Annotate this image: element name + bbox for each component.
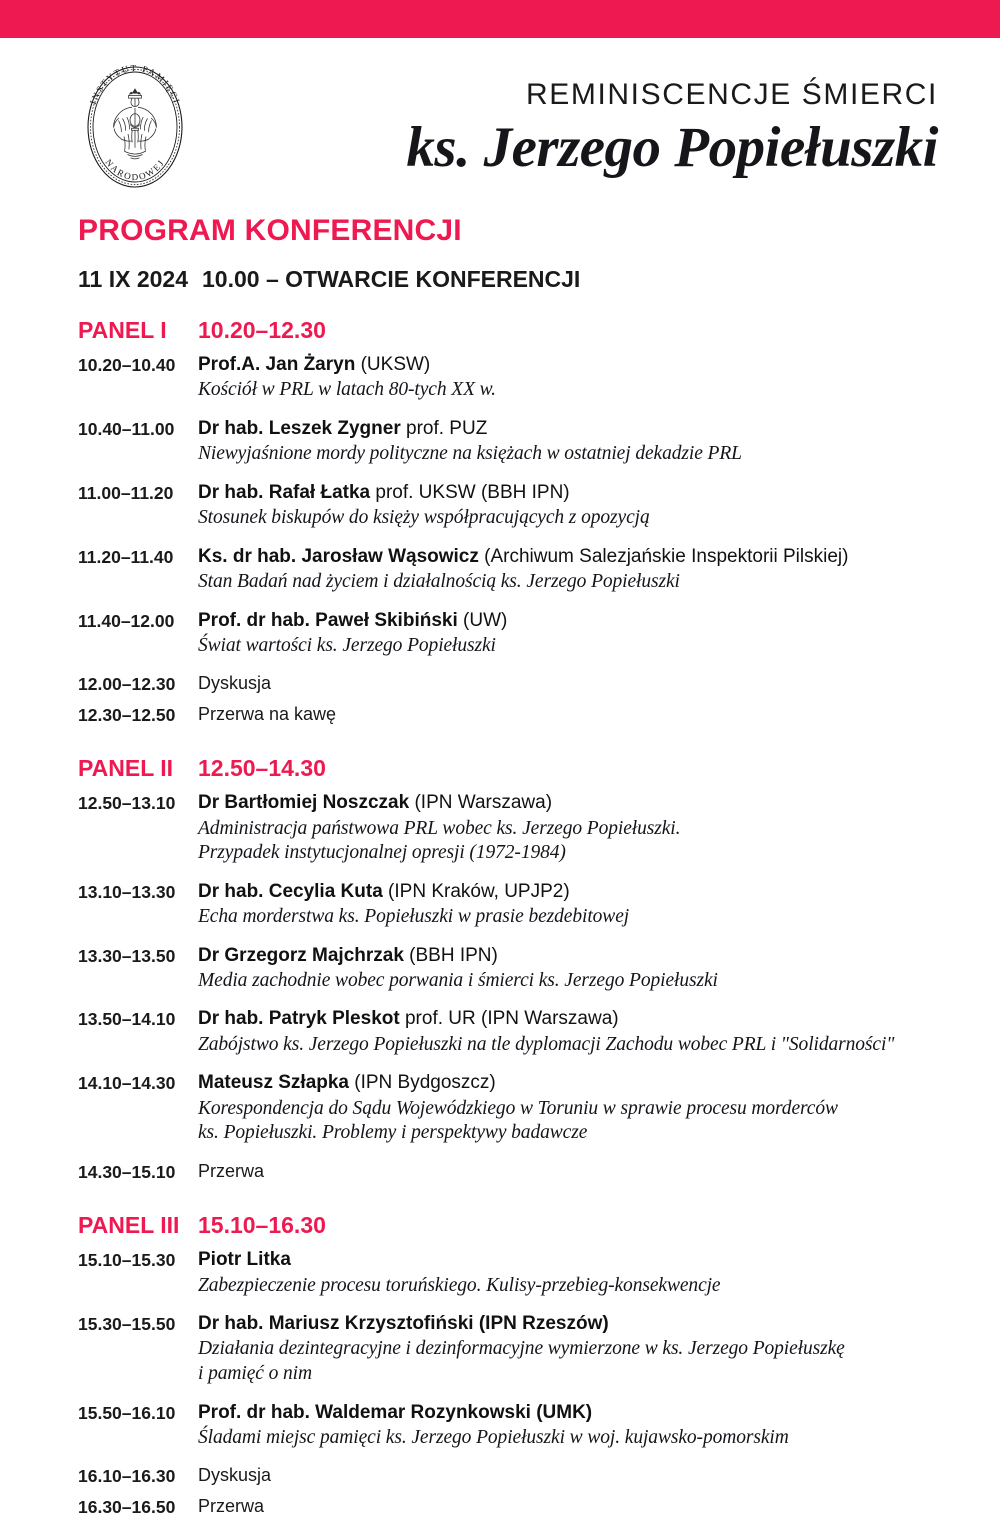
schedule-row [78,1007,1000,1057]
entry-body [198,880,1000,930]
speaker-affiliation: (Archiwum Salezjańskie Inspektorii Pilskiej) [478,545,849,567]
schedule-row [78,1071,1000,1145]
opening-date: 11 IX 2024 [78,266,188,292]
speaker-name: Ks. dr hab. Jarosław Wąsowicz [198,545,479,567]
entry-time: 10.40–11.00 [78,418,175,439]
schedule-row [78,417,1000,467]
entry-time: 10.20–10.40 [78,355,176,375]
panel-time-range: 12.50–14.30 [198,755,326,782]
panel-heading [78,319,1000,342]
speaker-name: Dr Bartłomiej Noszczak [198,792,410,814]
entry-body [198,353,1000,403]
schedule-row [78,1401,1000,1451]
talk-title-line: Kościół w PRL w latach 80-tych XX w. [198,379,496,401]
entry-time: 14.30–15.10 [78,1161,176,1182]
speaker-name: Dr hab. Rafał Łatka [198,481,371,503]
poster-headline: ks. Jerzego Popiełuszki [406,116,938,179]
speaker-affiliation: prof. UR (IPN Warszawa) [399,1008,619,1030]
entry-body [198,672,1000,696]
entry-talk-title [198,1033,1000,1058]
talk-title-line: i pamięć o nim [198,1362,312,1384]
talk-title-line: Działania dezintegracyjne i dezinformacyjne wymierzone w ks. Jerzego Popiełuszkę [198,1338,845,1360]
entry-body [198,1401,1000,1451]
speaker-name: Dr Grzegorz Majchrzak [198,944,404,966]
panel-name: PANEL III [78,1212,180,1239]
entry-talk-title [198,570,1000,595]
talk-title-line: Stan Badań nad życiem i działalnością ks. Jerzego Popiełuszki [198,570,680,592]
speaker-name: Dr hab. Patryk Pleskot [198,1008,400,1030]
entry-body [198,944,1000,994]
entry-body [198,1312,1000,1386]
entry-speaker [198,1248,1000,1272]
schedule-row [78,545,1000,595]
entry-time: 12.00–12.30 [78,674,176,695]
entry-talk-title [198,969,1000,994]
poster-kicker: REMINISCENCJE ŚMIERCI [526,78,938,111]
panel-name: PANEL II [78,755,173,782]
program-section [0,208,1000,1525]
masthead [0,38,1000,208]
speaker-name: Prof. dr hab. Waldemar Rozynkowski (UMK) [198,1401,593,1423]
speaker-name: Mateusz Szłapka [198,1072,349,1094]
entry-speaker [198,791,1000,815]
speaker-affiliation: (BBH IPN) [403,944,498,966]
schedule-row [78,672,1000,696]
speaker-name: Prof.A. Jan Żaryn [198,354,356,375]
talk-title-line: Przypadek instytucjonalnej opresji (1972-1984) [198,842,566,864]
entry-time: 11.40–12.00 [78,610,175,631]
speaker-affiliation: prof. PUZ [400,417,488,439]
talk-title-line: Stosunek biskupów do księży współpracujących z opozycją [198,507,650,529]
entry-talk-title [198,1337,1000,1386]
entry-body [198,1248,1000,1298]
entry-time: 15.10–15.30 [78,1250,176,1271]
entry-speaker [198,1312,1000,1336]
entry-time: 13.30–13.50 [78,945,176,966]
entry-time: 11.20–11.40 [78,546,174,567]
opening-row [78,268,1000,291]
talk-title-line: Media zachodnie wobec porwania i śmierci ks. Jerzego Popiełuszki [198,969,718,991]
speaker-affiliation: (IPN Kraków, UPJP2) [382,880,570,902]
entry-time: 15.50–16.10 [78,1402,176,1423]
schedule-row [78,1248,1000,1298]
entry-speaker [198,609,1000,633]
speaker-name: Prof. dr hab. Paweł Skibiński [198,609,458,631]
entry-talk-title [198,905,1000,930]
panel-entries [0,1248,1000,1519]
talk-title-line: Świat wartości ks. Jerzego Popiełuszki [198,634,496,656]
entry-time: 14.10–14.30 [78,1073,176,1094]
panel-entries [0,353,1000,727]
entry-body [198,703,1000,727]
entry-body [198,481,1000,531]
svg-text:INSTYTUT PAMIĘCI: INSTYTUT PAMIĘCI [87,62,183,106]
entry-body [198,1464,1000,1488]
entry-plain-label: Przerwa [198,1495,265,1516]
entry-body [198,545,1000,595]
schedule-row [78,791,1000,865]
entry-body [198,1160,1000,1184]
talk-title-line: Zabójstwo ks. Jerzego Popiełuszki na tle dyplomacji Zachodu wobec PRL i "Solidarności" [198,1033,895,1055]
entry-speaker [198,944,1000,968]
entry-time: 16.30–16.50 [78,1496,176,1517]
speaker-name: Dr hab. Cecylia Kuta [198,880,383,902]
entry-talk-title [198,1274,1000,1299]
panels-list [0,319,1000,1519]
entry-talk-title [198,442,1000,467]
talk-title-line: ks. Popiełuszki. Problemy i perspektywy badawcze [198,1122,588,1144]
speaker-affiliation: (UW) [457,609,508,631]
panel-entries [0,791,1000,1184]
entry-speaker [198,1007,1000,1031]
entry-speaker [198,353,1000,377]
panel-time-range: 15.10–16.30 [198,1212,326,1239]
schedule-row [78,481,1000,531]
entry-plain-label: Dyskusja [198,1465,272,1486]
entry-body [198,1071,1000,1145]
entry-talk-title [198,1426,1000,1451]
panel-time-range: 10.20–12.30 [198,317,326,343]
entry-speaker [198,545,1000,569]
panel-heading [78,757,1000,780]
schedule-row [78,880,1000,930]
svg-text:NARODOWEJ: NARODOWEJ [103,157,167,183]
entry-body [198,791,1000,865]
talk-title-line: Śladami miejsc pamięci ks. Jerzego Popiełuszki w woj. kujawsko-pomorskim [198,1426,789,1448]
entry-plain-label: Dyskusja [198,673,272,694]
entry-time: 13.50–14.10 [78,1009,176,1030]
panel-name: PANEL I [78,317,167,343]
entry-talk-title [198,378,1000,403]
entry-speaker [198,417,1000,441]
entry-speaker [198,481,1000,505]
entry-speaker [198,1401,1000,1425]
title-block [406,80,938,177]
speaker-affiliation: (IPN Warszawa) [409,792,553,814]
top-accent-bar [0,0,1000,38]
entry-talk-title [198,506,1000,531]
speaker-affiliation: prof. UKSW (BBH IPN) [370,481,570,503]
entry-talk-title [198,634,1000,659]
speaker-name: Dr hab. Mariusz Krzysztofiński (IPN Rzeszów) [198,1313,609,1335]
talk-title-line: Echa morderstwa ks. Popiełuszki w prasie bezdebitowej [198,906,630,927]
talk-title-line: Korespondencja do Sądu Wojewódzkiego w Toruniu w sprawie procesu morderców [198,1097,838,1119]
speaker-affiliation: (IPN Bydgoszcz) [349,1072,496,1094]
schedule-row [78,944,1000,994]
ipn-seal-eagle-icon [70,62,200,192]
schedule-row [78,1312,1000,1386]
program-heading: PROGRAM KONFERENCJI [78,214,462,247]
schedule-row [78,1495,1000,1519]
entry-body [198,1007,1000,1057]
entry-body [198,609,1000,659]
entry-plain-label: Przerwa na kawę [198,703,337,724]
talk-title-line: Zabezpieczenie procesu toruńskiego. Kulisy-przebieg-konsekwencje [198,1274,721,1296]
schedule-row [78,703,1000,727]
speaker-name: Dr hab. Leszek Zygner [198,417,401,439]
entry-time: 15.30–15.50 [78,1314,176,1335]
entry-speaker [198,1071,1000,1095]
talk-title-line: Niewyjaśnione mordy polityczne na księżach w ostatniej dekadzie PRL [198,443,742,465]
entry-speaker [198,880,1000,904]
opening-text: 10.00 – OTWARCIE KONFERENCJI [202,266,581,292]
schedule-row [78,609,1000,659]
schedule-row [78,353,1000,403]
entry-time: 12.50–13.10 [78,793,176,814]
entry-talk-title [198,817,1000,866]
entry-body [198,417,1000,467]
talk-title-line: Administracja państwowa PRL wobec ks. Jerzego Popiełuszki. [198,817,681,839]
entry-time: 13.10–13.30 [78,881,176,902]
entry-body [198,1495,1000,1519]
entry-plain-label: Przerwa [198,1160,265,1181]
speaker-name: Piotr Litka [198,1249,291,1271]
entry-time: 11.00–11.20 [78,482,174,503]
schedule-row [78,1464,1000,1488]
speaker-affiliation: (UKSW) [355,354,431,375]
entry-talk-title [198,1097,1000,1146]
entry-time: 12.30–12.50 [78,704,176,725]
schedule-row [78,1160,1000,1184]
entry-time: 16.10–16.30 [78,1466,176,1487]
panel-heading [78,1214,1000,1237]
